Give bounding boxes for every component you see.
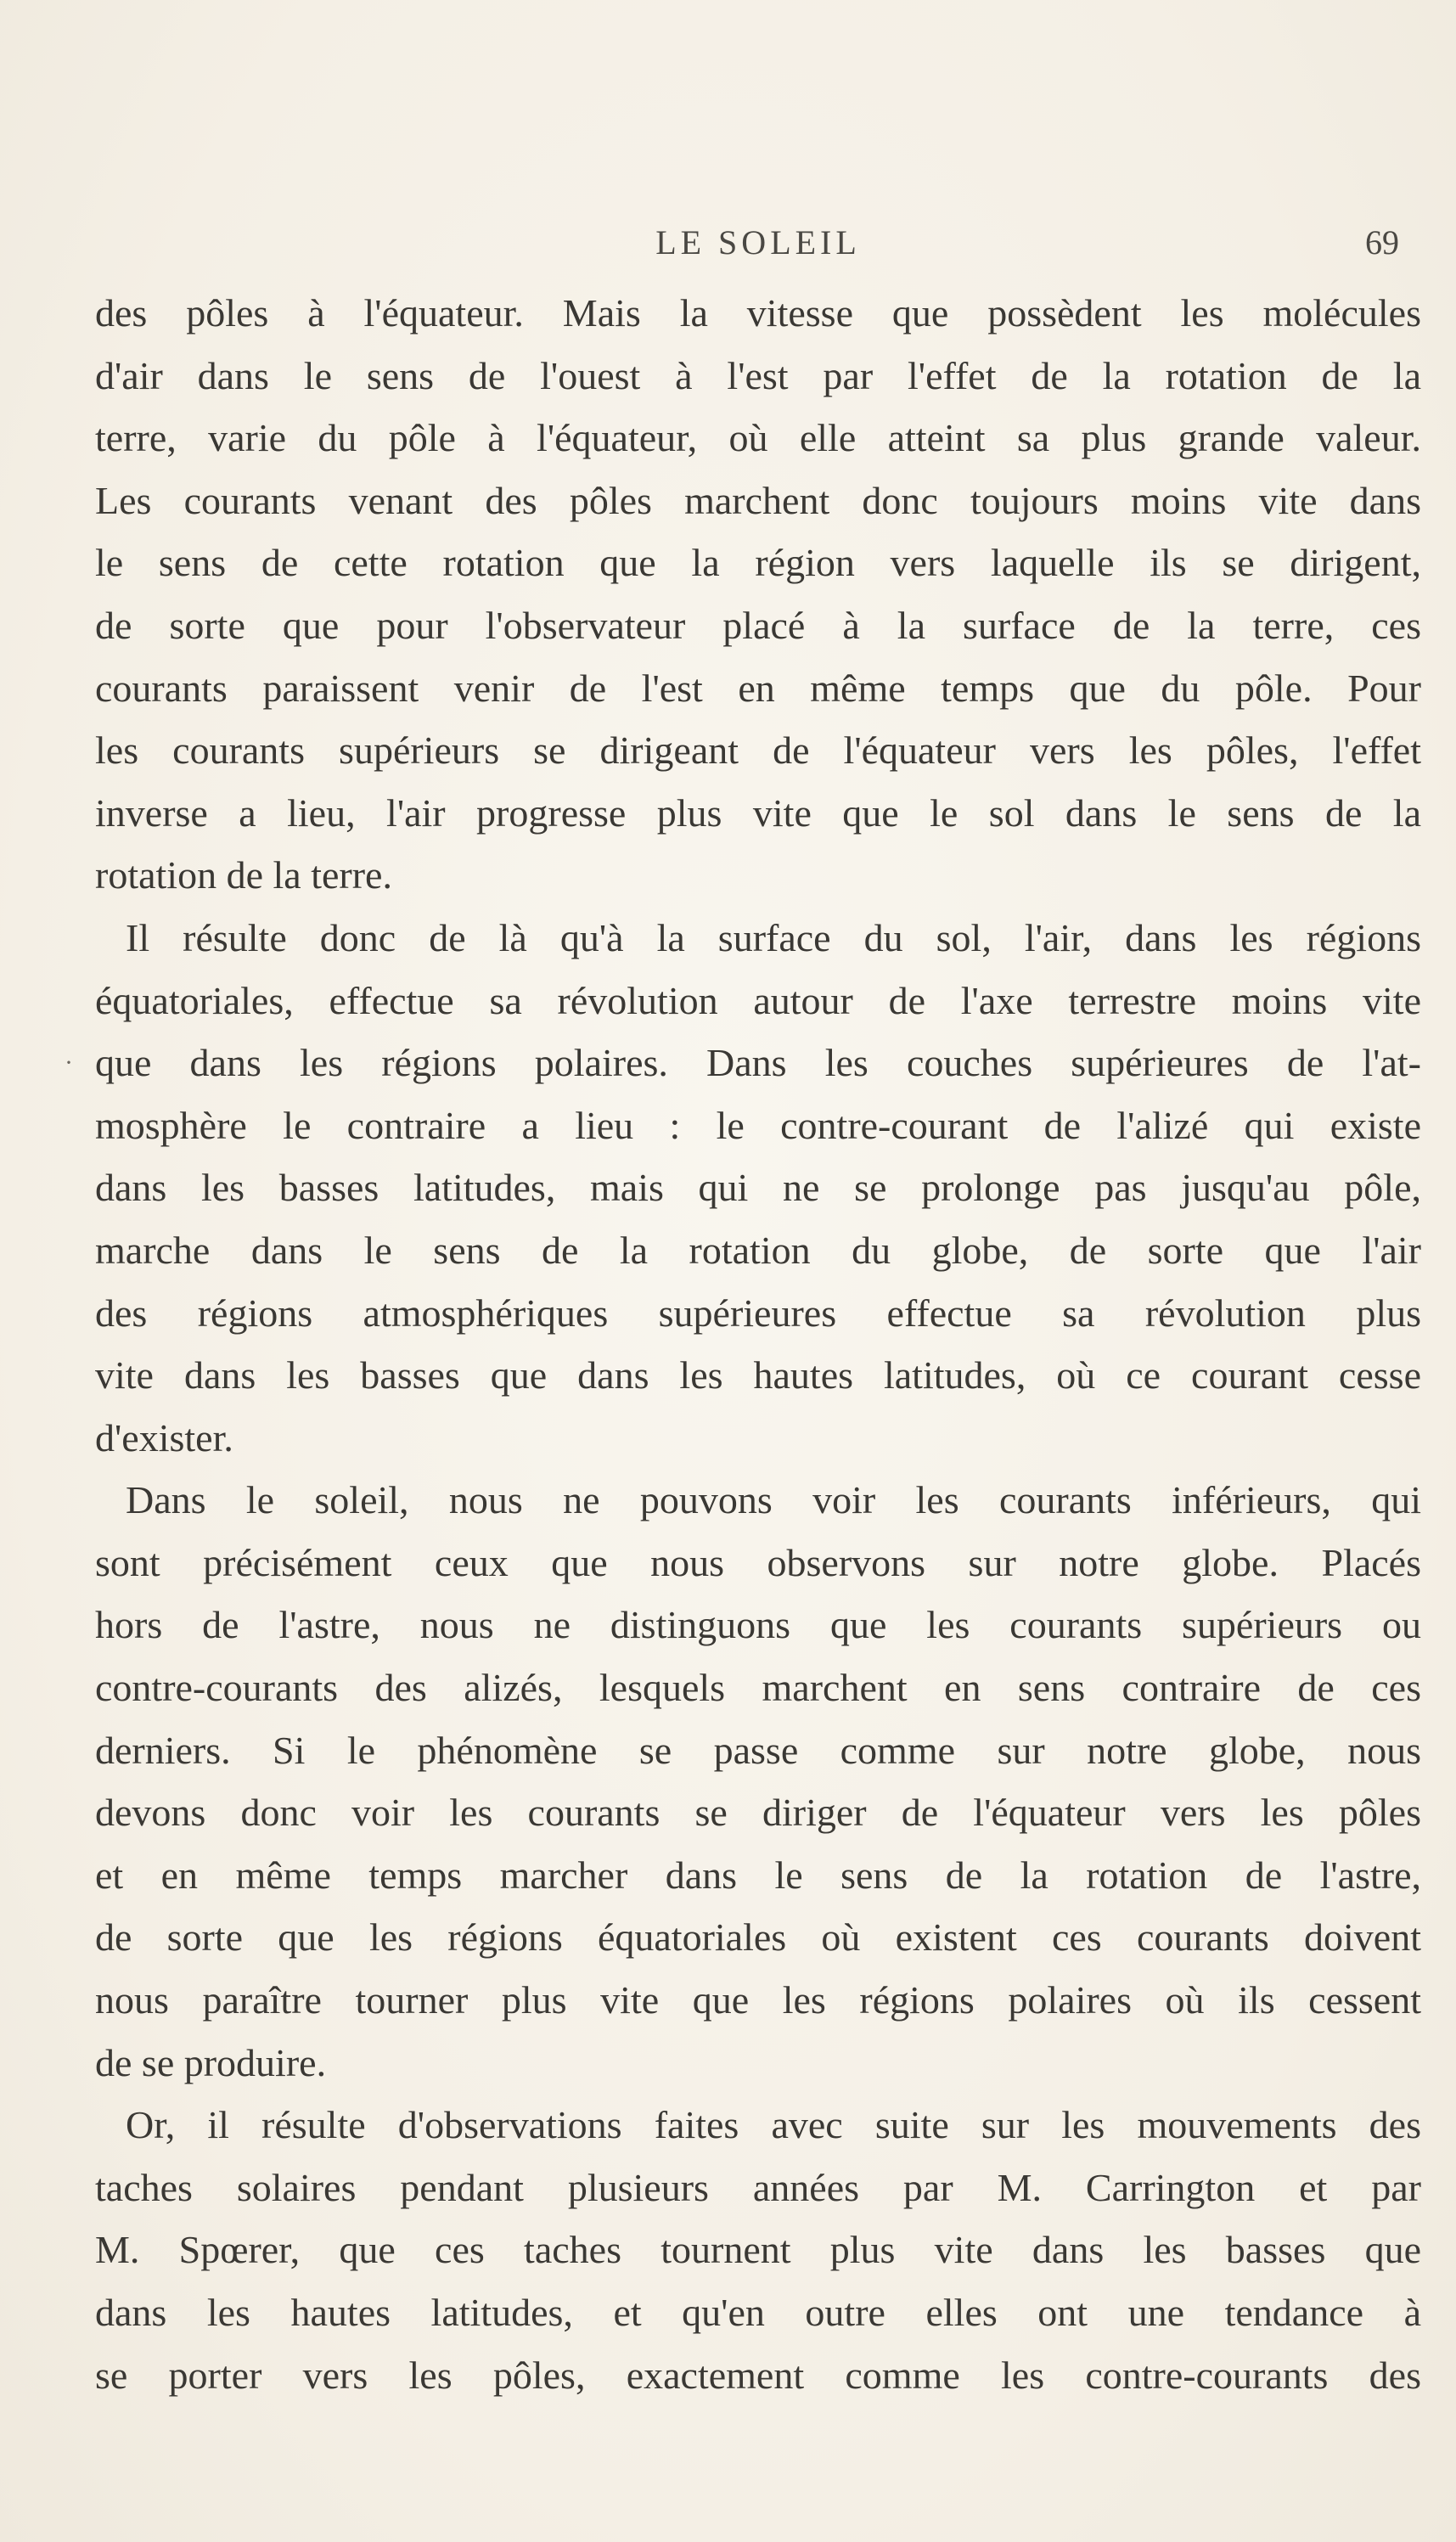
text-line: vite dans les basses que dans les hautes latitudes, où ce courant cesse — [95, 1353, 1421, 1398]
text-line: et en même temps marcher dans le sens de la rotation de l'astre, — [95, 1853, 1421, 1897]
text-line: courants paraissent venir de l'est en même temps que du pôle. Pour — [95, 666, 1421, 710]
text-line: des pôles à l'équateur. Mais la vitesse que possèdent les molécules — [95, 291, 1421, 335]
text-line: le sens de cette rotation que la région vers laquelle ils se dirigent, — [95, 541, 1421, 585]
text-line: derniers. Si le phénomène se passe comme sur notre globe, nous — [95, 1728, 1421, 1772]
text-line: hors de l'astre, nous ne distinguons que les courants supérieurs ou — [95, 1603, 1421, 1647]
text-line: Il résulte donc de là qu'à la surface du sol, l'air, dans les régions — [126, 915, 1421, 959]
text-line: que dans les régions polaires. Dans les couches supérieures de l'at- — [95, 1041, 1421, 1085]
text-line: d'air dans le sens de l'ouest à l'est par l'effet de la rotation de la — [95, 353, 1421, 397]
running-title: LE SOLEIL — [655, 223, 861, 262]
text-line: Les courants venant des pôles marchent donc toujours moins vite dans — [95, 478, 1421, 522]
text-line: Dans le soleil, nous ne pouvons voir les courants inférieurs, qui — [126, 1478, 1421, 1522]
text-line: taches solaires pendant plusieurs années par M. Carrington et par — [95, 2165, 1421, 2209]
text-line: marche dans le sens de la rotation du globe, de sorte que l'air — [95, 1228, 1421, 1272]
page-number: 69 — [1365, 223, 1399, 262]
text-line: d'exister. — [95, 1415, 233, 1459]
text-line: contre-courants des alizés, lesquels marchent en sens contraire de ces — [95, 1666, 1421, 1710]
margin-mark: · — [65, 1049, 73, 1077]
text-line: rotation de la terre. — [95, 853, 392, 897]
text-line: les courants supérieurs se dirigeant de l'équateur vers les pôles, l'effet — [95, 728, 1421, 773]
text-line: se porter vers les pôles, exactement comme les contre-courants des — [95, 2353, 1421, 2397]
text-line: mosphère le contraire a lieu : le contre-courant de l'alizé qui existe — [95, 1103, 1421, 1147]
page-header — [95, 222, 1421, 273]
text-line: de se produire. — [95, 2040, 327, 2084]
text-line: de sorte que pour l'observateur placé à la surface de la terre, ces — [95, 603, 1421, 647]
text-line: inverse a lieu, l'air progresse plus vite que le sol dans le sens de la — [95, 790, 1421, 835]
text-line: équatoriales, effectue sa révolution autour de l'axe terrestre moins vite — [95, 978, 1421, 1022]
text-line: sont précisément ceux que nous observons sur notre globe. Placés — [95, 1540, 1421, 1584]
text-line: M. Spœrer, que ces taches tournent plus vite dans les basses que — [95, 2228, 1421, 2272]
text-line: dans les hautes latitudes, et qu'en outre elles ont une tendance à — [95, 2291, 1421, 2334]
text-line: nous paraître tourner plus vite que les régions polaires où ils cessent — [95, 1978, 1421, 2022]
text-line: des régions atmosphériques supérieures effectue sa révolution plus — [95, 1291, 1421, 1335]
text-line: terre, varie du pôle à l'équateur, où elle atteint sa plus grande valeur. — [95, 416, 1421, 460]
body-text — [95, 282, 1421, 2406]
text-line: devons donc voir les courants se diriger de l'équateur vers les pôles — [95, 1791, 1421, 1835]
text-line: de sorte que les régions équatoriales où existent ces courants doivent — [95, 1915, 1421, 1960]
text-line: dans les basses latitudes, mais qui ne se prolonge pas jusqu'au pôle, — [95, 1166, 1421, 1210]
text-line: Or, il résulte d'observations faites avec suite sur les mouvements des — [126, 2103, 1421, 2147]
